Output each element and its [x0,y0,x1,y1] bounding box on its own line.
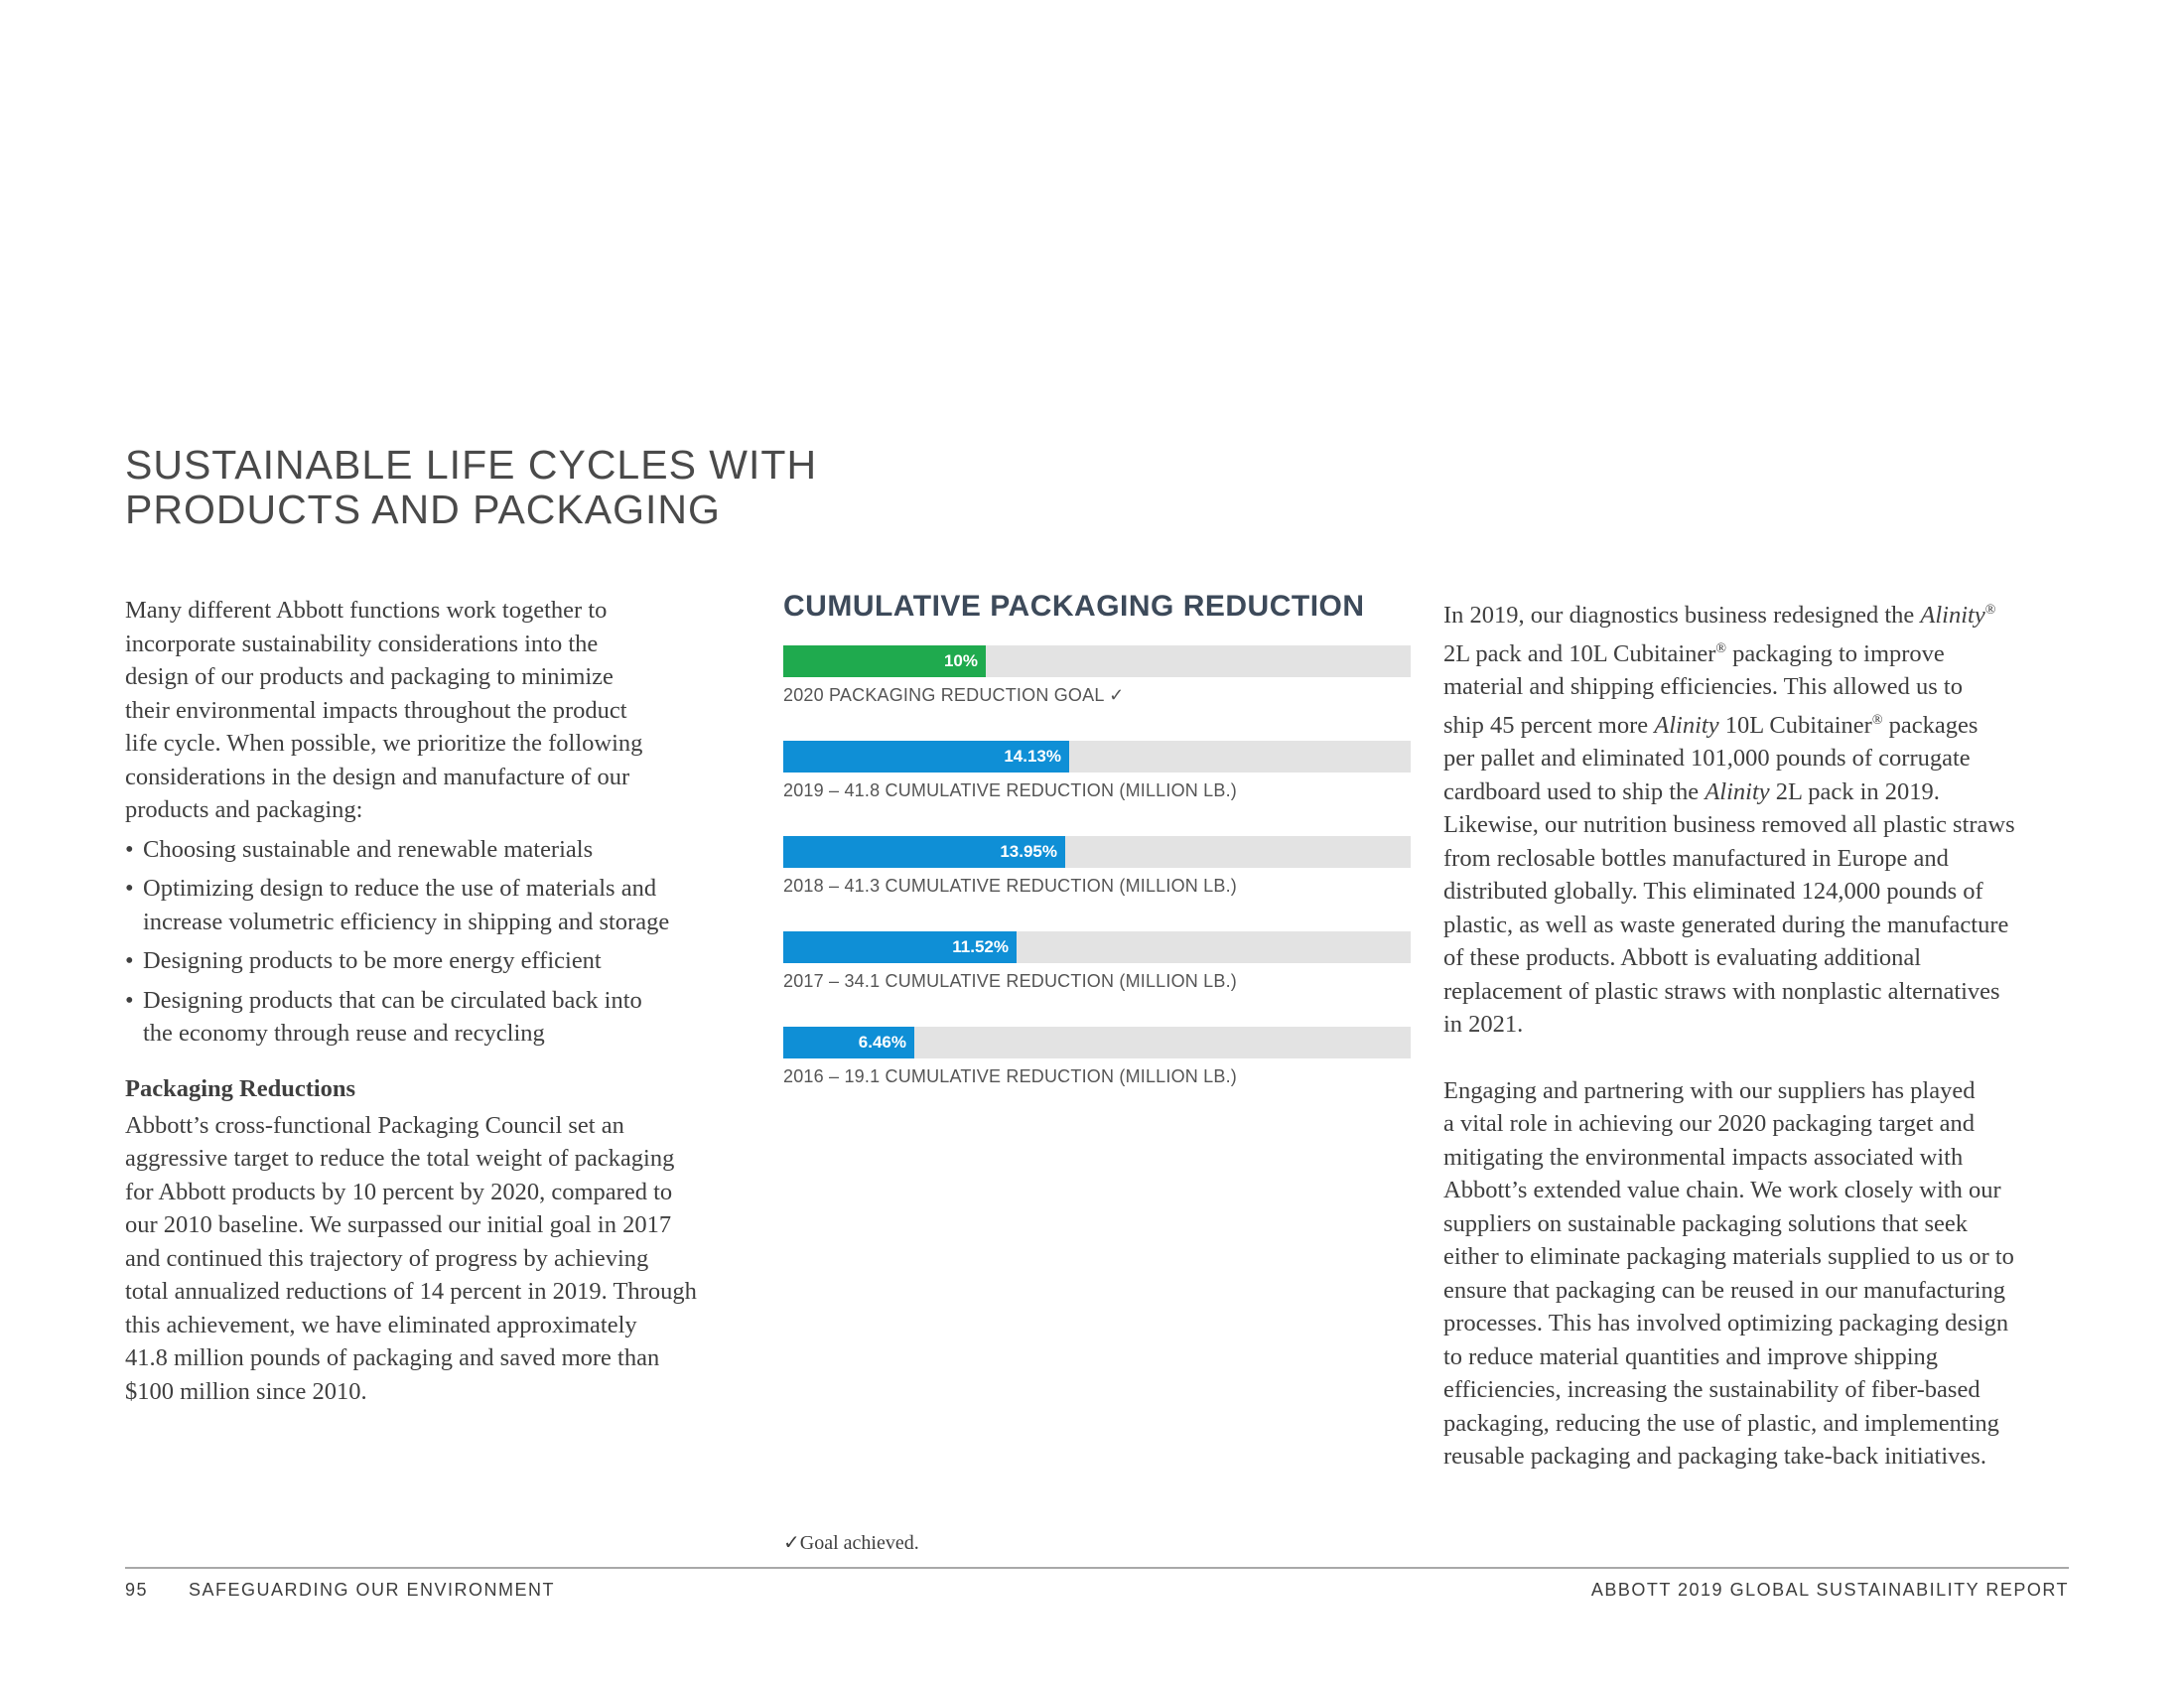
bullet-text-line: Designing products that can be circulated back into [143,986,642,1014]
bar-category-label: 2016 – 19.1 CUMULATIVE REDUCTION (MILLION LB.) [783,1066,1237,1086]
bullet-symbol: • [125,947,134,974]
text-line: life cycle. When possible, we prioritize the following [125,730,643,757]
bar-category-label: 2017 – 34.1 CUMULATIVE REDUCTION (MILLION LB.) [783,971,1237,991]
bar-row [783,741,1411,836]
packaging-reduction-chart [783,590,1411,1122]
intro-paragraph [125,594,760,827]
text-line: for Abbott products by 10 percent by 2020, compared to [125,1178,673,1205]
bullet-text-line: the economy through reuse and recycling [143,1020,545,1047]
text-line: mitigating the environmental impacts associated with [1443,1143,1964,1171]
text-line: either to eliminate packaging materials supplied to us or to [1443,1243,2014,1271]
text-line: design of our products and packaging to minimize [125,663,614,690]
text-line: processes. This has involved optimizing packaging design [1443,1310,2009,1337]
bar-row [783,931,1411,1027]
page-title-line-1: SUSTAINABLE LIFE CYCLES WITH [125,442,818,488]
footer-section-name: SAFEGUARDING OUR ENVIRONMENT [189,1580,556,1600]
text-line: Likewise, our nutrition business removed all plastic straws [1443,811,2015,839]
reduction-bar [783,741,1069,773]
registered-mark: ® [1984,603,1996,618]
text-line: material and shipping efficiencies. This allowed us to [1443,673,1963,701]
text-line: their environmental impacts throughout the product [125,696,627,724]
footer-report-name: ABBOTT 2019 GLOBAL SUSTAINABILITY REPORT [1590,1580,2069,1600]
text-line: replacement of plastic straws with nonplastic alternatives [1443,977,2000,1005]
text-line: our 2010 baseline. We surpassed our initial goal in 2017 [125,1211,672,1238]
packaging-reductions-heading: Packaging Reductions [125,1074,356,1102]
text-line: a vital role in achieving our 2020 packaging target and [1443,1110,1975,1138]
text-line: packaging, reducing the use of plastic, and implementing [1443,1409,1999,1437]
bullet-item [125,833,760,867]
bar-value-label: 6.46% [858,1033,906,1052]
bullet-text-line: increase volumetric efficiency in shipping and storage [143,908,670,935]
reduction-bar [783,1027,914,1058]
text-line: total annualized reductions of 14 percent in 2019. Through [125,1278,697,1305]
text-line: ship 45 percent more Alinity 10L Cubitainer® packages [1443,711,1979,739]
text-line: efficiencies, increasing the sustainability of fiber-based [1443,1376,1980,1404]
bar-category-label: 2020 PACKAGING REDUCTION GOAL ✓ [783,685,1125,705]
page-number: 95 [125,1580,149,1600]
text-line: Many different Abbott functions work together to [125,597,608,624]
bullet-item [125,944,760,978]
bullet-item [125,984,760,1051]
goal-bar [783,645,986,677]
bar-row [783,836,1411,931]
packaging-reductions-paragraph [125,1109,760,1409]
diagnostics-paragraph [1443,594,2079,1042]
bar-track [783,836,1411,868]
chart-title: CUMULATIVE PACKAGING REDUCTION [783,590,1365,623]
footnote: ✓Goal achieved. [783,1532,919,1554]
bullet-text-line: Choosing sustainable and renewable materials [143,835,594,863]
text-line: reusable packaging and packaging take-back initiatives. [1443,1443,1986,1471]
left-column [125,594,760,1408]
text-line: ensure that packaging can be reused in our manufacturing [1443,1276,2006,1304]
bar-category-label: 2019 – 41.8 CUMULATIVE REDUCTION (MILLION LB.) [783,780,1237,800]
text-line: incorporate sustainability considerations into the [125,630,599,657]
right-column [1443,594,2079,1474]
text-line: Abbott’s extended value chain. We work closely with our [1443,1177,2001,1204]
bar-row [783,1027,1411,1122]
bullet-text-line: Designing products to be more energy efficient [143,947,602,974]
text-line: Abbott’s cross-functional Packaging Council set an [125,1111,624,1139]
text-line: of these products. Abbott is evaluating additional [1443,944,1922,972]
text-line: in 2021. [1443,1011,1524,1039]
reduction-bar [783,931,1017,963]
registered-mark: ® [1715,640,1727,656]
chart-bars [783,645,1411,1122]
text-line: distributed globally. This eliminated 124,000 pounds of [1443,878,1983,906]
bar-category-label: 2018 – 41.3 CUMULATIVE REDUCTION (MILLION LB.) [783,876,1237,896]
product-name: Alinity [1705,777,1770,805]
text-line: products and packaging: [125,796,363,823]
text-line: per pallet and eliminated 101,000 pounds of corrugate [1443,745,1971,773]
text-line: cardboard used to ship the Alinity 2L pack in 2019. [1443,777,1940,805]
product-name: Alinity [1654,711,1719,739]
text-line: considerations in the design and manufacture of our [125,763,630,790]
footer-divider [125,1567,2069,1569]
text-line: $100 million since 2010. [125,1377,367,1405]
bar-row [783,645,1411,741]
bullet-item [125,872,760,938]
bar-value-label: 11.52% [952,937,1009,956]
bullet-symbol: • [125,835,134,863]
bullet-symbol: • [125,875,134,902]
bar-track [783,741,1411,773]
reduction-bar [783,836,1065,868]
suppliers-paragraph [1443,1074,2079,1474]
text-line: suppliers on sustainable packaging solutions that seek [1443,1209,1969,1237]
text-line: aggressive target to reduce the total weight of packaging [125,1145,675,1172]
text-line: plastic, as well as waste generated during the manufacture [1443,911,2009,938]
bullet-list [125,833,760,1051]
bar-track [783,1027,1411,1058]
bar-value-label: 10% [943,651,978,670]
text-line: 2L pack and 10L Cubitainer® packaging to improve [1443,639,1945,667]
text-line: Engaging and partnering with our suppliers has played [1443,1076,1976,1104]
bar-value-label: 13.95% [1000,842,1057,861]
bar-value-label: 14.13% [1004,747,1061,766]
bar-track [783,931,1411,963]
text-line: 41.8 million pounds of packaging and saved more than [125,1344,660,1371]
text-line: and continued this trajectory of progress by achieving [125,1244,649,1272]
bar-track [783,645,1411,677]
bullet-text-line: Optimizing design to reduce the use of materials and [143,875,657,902]
text-line: from reclosable bottles manufactured in Europe and [1443,844,1949,872]
page-title [125,443,820,532]
product-name: Alinity [1920,602,1985,630]
text-line: this achievement, we have eliminated approximately [125,1311,637,1338]
page-title-line-2: PRODUCTS AND PACKAGING [125,487,721,532]
text-line: to reduce material quantities and improve shipping [1443,1342,1939,1370]
bullet-symbol: • [125,986,134,1014]
registered-mark: ® [1871,712,1883,728]
text-line: In 2019, our diagnostics business redesigned the Alinity® [1443,602,1996,630]
